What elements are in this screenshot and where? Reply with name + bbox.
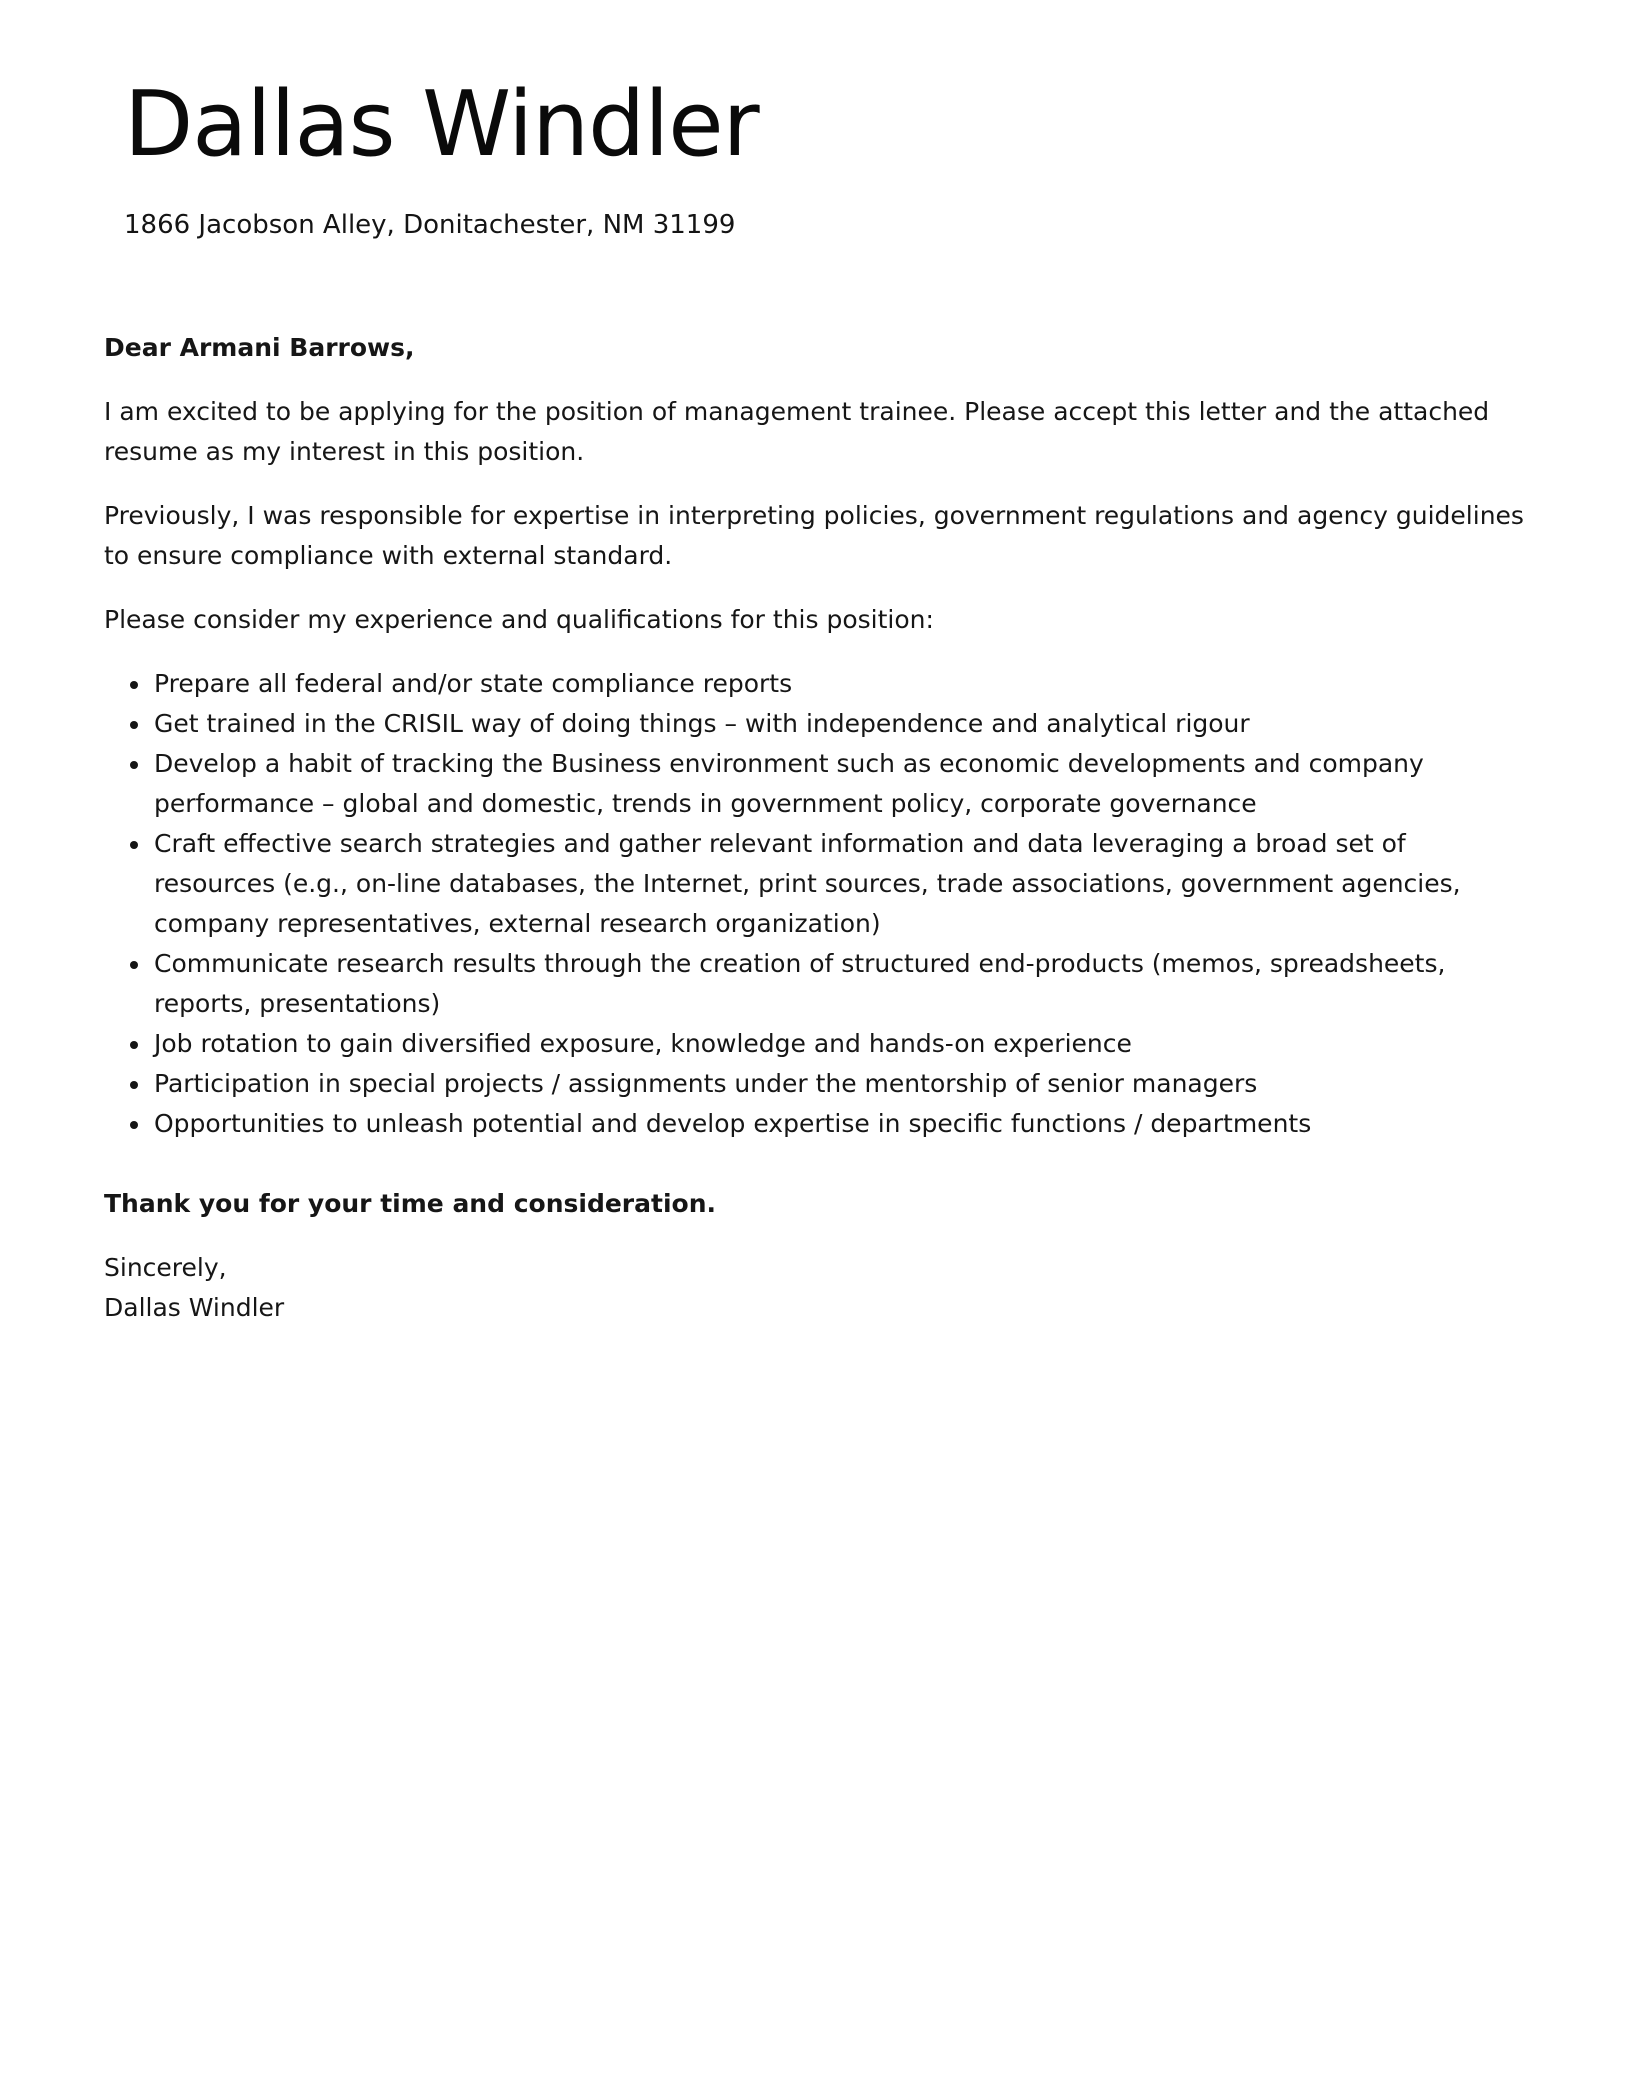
sender-address: 1866 Jacobson Alley, Donitachester, NM 31199 [124,210,736,240]
list-item: • Participation in special projects / assignments under the mentorship of senior managers [152,1064,1524,1104]
intro-paragraph: I am excited to be applying for the position of management trainee. Please accept this letter and the attached resume as my interest in this position. [104,397,1490,466]
sender-name: Dallas Windler [124,72,759,177]
letter-body [104,328,1524,1328]
closing-line: Thank you for your time and consideration. [104,1189,716,1218]
letter-header [124,70,1424,242]
list-item: • Craft effective search strategies and gather relevant information and data leveraging a broad set of resources (e.g., on-line databases, the Internet, print sources, trade associations, government agencies, company representatives, external research organization) [152,824,1524,944]
signature-name: Dallas Windler [104,1293,285,1322]
list-item: • Get trained in the CRISIL way of doing things – with independence and analytical rigour [152,704,1524,744]
experience-paragraph: Previously, I was responsible for expertise in interpreting policies, government regulations and agency guidelines to ensure compliance with external standard. [104,501,1524,570]
list-item: • Develop a habit of tracking the Business environment such as economic developments and company performance – global and domestic, trends in government policy, corporate governance [152,744,1524,824]
list-item: • Opportunities to unleash potential and develop expertise in specific functions / departments [152,1104,1524,1144]
salutation: Dear Armani Barrows, [104,333,415,362]
list-item: • Prepare all federal and/or state compliance reports [152,664,1524,704]
qualifications-list [104,664,1524,1144]
list-item: • Communicate research results through the creation of structured end-products (memos, spreadsheets, reports, presentations) [152,944,1524,1024]
list-item: • Job rotation to gain diversified exposure, knowledge and hands-on experience [152,1024,1524,1064]
qualifications-lead-in: Please consider my experience and qualifications for this position: [104,605,934,634]
signoff: Sincerely, [104,1253,227,1282]
